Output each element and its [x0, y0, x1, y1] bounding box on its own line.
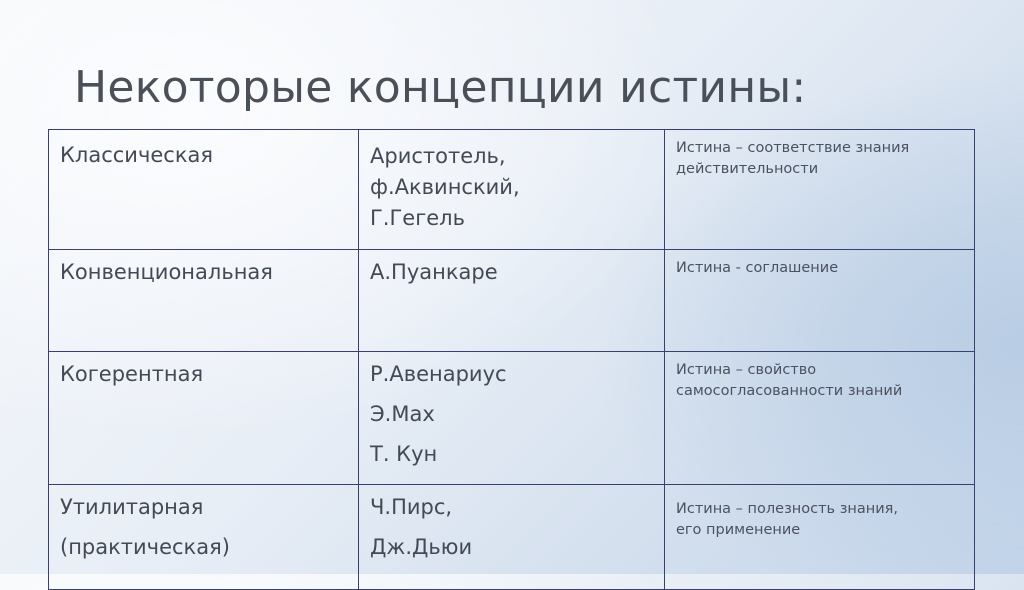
- concept-name: Классическая: [60, 143, 213, 167]
- authors-cell: [359, 130, 665, 250]
- author-name: Ч.Пирс,: [370, 495, 453, 519]
- definition-text: самосогласованности знаний: [676, 383, 903, 399]
- concept-name: Конвенциональная: [60, 260, 273, 284]
- concept-cell: [49, 250, 359, 352]
- definition-text: действительности: [676, 161, 819, 177]
- authors-cell: [359, 250, 665, 352]
- author-name: Р.Авенариус: [370, 362, 507, 386]
- concepts-table: [48, 129, 975, 590]
- table-row: [49, 130, 975, 250]
- concept-name: (практическая): [60, 535, 230, 559]
- definition-cell: [665, 130, 975, 250]
- table-row: [49, 352, 975, 485]
- author-name: Т. Кун: [370, 442, 438, 466]
- authors-cell: [359, 352, 665, 485]
- definition-text: Истина – свойство: [676, 362, 817, 378]
- slide-title: Некоторые концепции истины:: [74, 62, 807, 113]
- author-name: Дж.Дьюи: [370, 535, 473, 559]
- concept-name: Утилитарная: [60, 495, 204, 519]
- definition-text: Истина – соответствие знания: [676, 140, 910, 156]
- definition-cell: [665, 352, 975, 485]
- definition-text: Истина – полезность знания,: [676, 501, 899, 517]
- definition-text: Истина - соглашение: [676, 260, 839, 276]
- concept-name: Когерентная: [60, 362, 204, 386]
- definition-cell: [665, 250, 975, 352]
- author-name: Э.Мах: [370, 402, 435, 426]
- author-name: А.Пуанкаре: [370, 260, 498, 284]
- author-name: Г.Гегель: [370, 206, 465, 230]
- author-name: ф.Аквинский,: [370, 175, 520, 199]
- concept-cell: [49, 352, 359, 485]
- author-name: Аристотель,: [370, 144, 506, 168]
- definition-text: его применение: [676, 522, 801, 538]
- table-row: [49, 250, 975, 352]
- concept-cell: [49, 130, 359, 250]
